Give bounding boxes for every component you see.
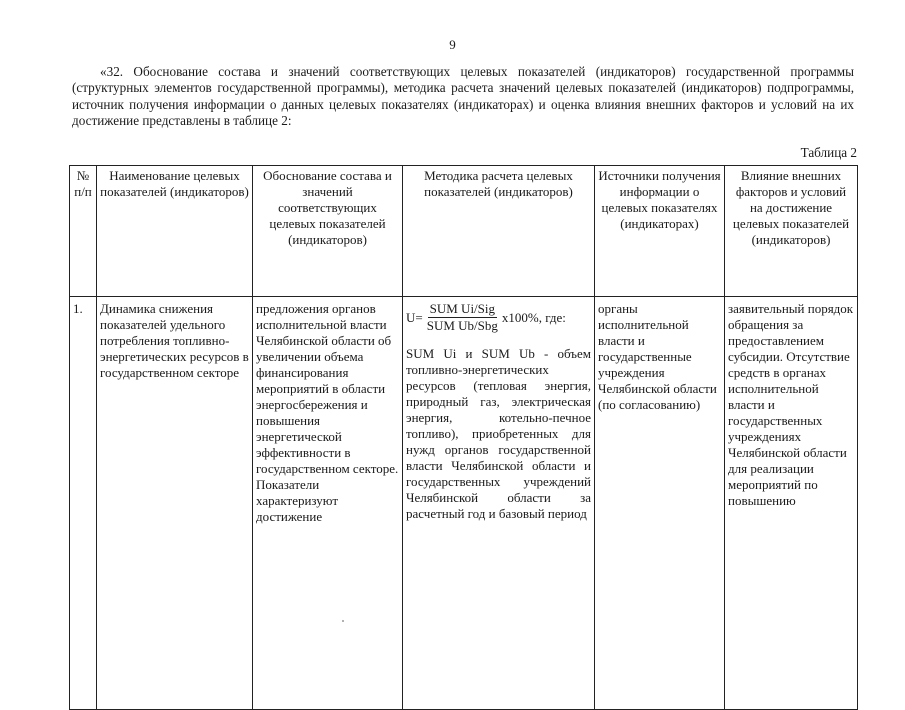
formula: [406, 301, 591, 334]
page-number: 9: [449, 37, 456, 52]
scan-speck: [342, 620, 344, 622]
table-header-row: [70, 166, 858, 297]
header-indicator-name: Наименование целевых показателей (индикаторов): [97, 166, 253, 297]
formula-fraction: [425, 301, 500, 334]
formula-lhs: U=: [406, 309, 423, 325]
formula-numerator: SUM Ui/Sig: [429, 301, 496, 316]
header-external-factors: Влияние внешних факторов и условий на достижение целевых показателей (индикаторов): [725, 166, 858, 297]
intro-paragraph: «32. Обоснование состава и значений соответствующих целевых показателей (индикаторов) государственной программы (структурных элементов государственной программы), методика расчета значений целевых показателей (индикаторов) подпрограммы, источник получения информации о данных целевых показателях (индикаторах) и оценка влияния внешних факторов и условий на их достижение представлены в таблице 2:: [72, 64, 854, 129]
information-source-cell: органы исполнительной власти и государственные учреждения Челябинской области (по согласованию): [595, 297, 725, 710]
table-row: [70, 297, 858, 710]
header-information-source: Источники получения информации о целевых показателях (индикаторах): [595, 166, 725, 297]
header-number: № п/п: [70, 166, 97, 297]
indicator-name-cell: Динамика снижения показателей удельного потребления топливно-энергетических ресурсов в государственном секторе: [97, 297, 253, 710]
row-number: 1.: [70, 297, 97, 710]
indicators-table: [69, 165, 858, 710]
formula-denominator: SUM Ub/Sbg: [426, 318, 498, 333]
header-justification: Обоснование состава и значений соответствующих целевых показателей (индикаторов): [253, 166, 403, 297]
header-calculation-method: Методика расчета целевых показателей (индикаторов): [403, 166, 595, 297]
calculation-method-cell: [403, 297, 595, 710]
external-factors-cell: заявительный порядок обращения за предоставлением субсидии. Отсутствие средств в органах исполнительной власти и государственных учреждениях Челябинской области для реализации мероприятий по повышению: [725, 297, 858, 710]
table-caption: Таблица 2: [800, 145, 857, 160]
justification-cell: предложения органов исполнительной власти Челябинской области об увеличении объема финансирования мероприятий в области энергосбережения и повышения энергетической эффективности в государственном секторе. Показатели характеризуют достижение: [253, 297, 403, 710]
method-description: SUM Ui и SUM Ub - объем топливно-энергетических ресурсов (тепловая энергия, природный газ, электрическая энергия, котельно-печное топливо), приобретенных для нужд органов государственной власти Челябинской области и государственных учреждений Челябинской области за расчетный год и базовый период: [406, 346, 591, 521]
formula-tail: x100%, где:: [501, 309, 566, 325]
